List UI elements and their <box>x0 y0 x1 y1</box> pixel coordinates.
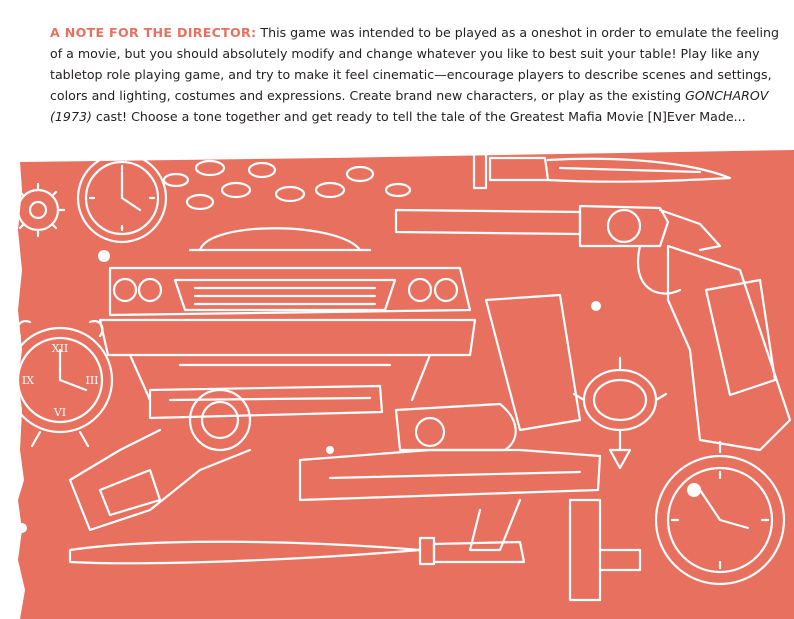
paint-splatter <box>4 536 12 544</box>
clock-numeral-12: XII <box>51 342 69 355</box>
paint-splatter <box>17 523 27 533</box>
mafia-collage-illustration <box>0 150 794 619</box>
clock-numeral-3: III <box>85 374 99 387</box>
paint-splatter <box>0 505 20 525</box>
paint-splatter <box>687 483 701 497</box>
note-title-reference: GONCHAROV (1973) <box>50 88 769 124</box>
pocket-watch-top-icon <box>78 154 166 242</box>
clock-numeral-6: VI <box>53 406 67 419</box>
paint-splatter <box>591 301 601 311</box>
paint-splatter <box>98 250 110 262</box>
note-heading: A NOTE FOR THE DIRECTOR: <box>50 25 257 40</box>
paint-splatter <box>326 446 334 454</box>
note-body-part1: This game was intended to be played as a oneshot in order to emulate the feeling of a movie, but you should absolutely modify and change whatever you like to best suit your table! Play like any tabletop role playing game, and try to make it feel cinematic—encourage players to describe scenes and settings, colors and lighting, costumes and expressions. Create brand new characters, or play as the existing <box>50 25 779 103</box>
clock-numeral-9: IX <box>21 374 35 387</box>
note-body-part2: cast! Choose a tone together and get ready to tell the tale of the Greatest Mafia Movie [N]Ever Made... <box>95 109 746 124</box>
director-note <box>50 22 792 127</box>
